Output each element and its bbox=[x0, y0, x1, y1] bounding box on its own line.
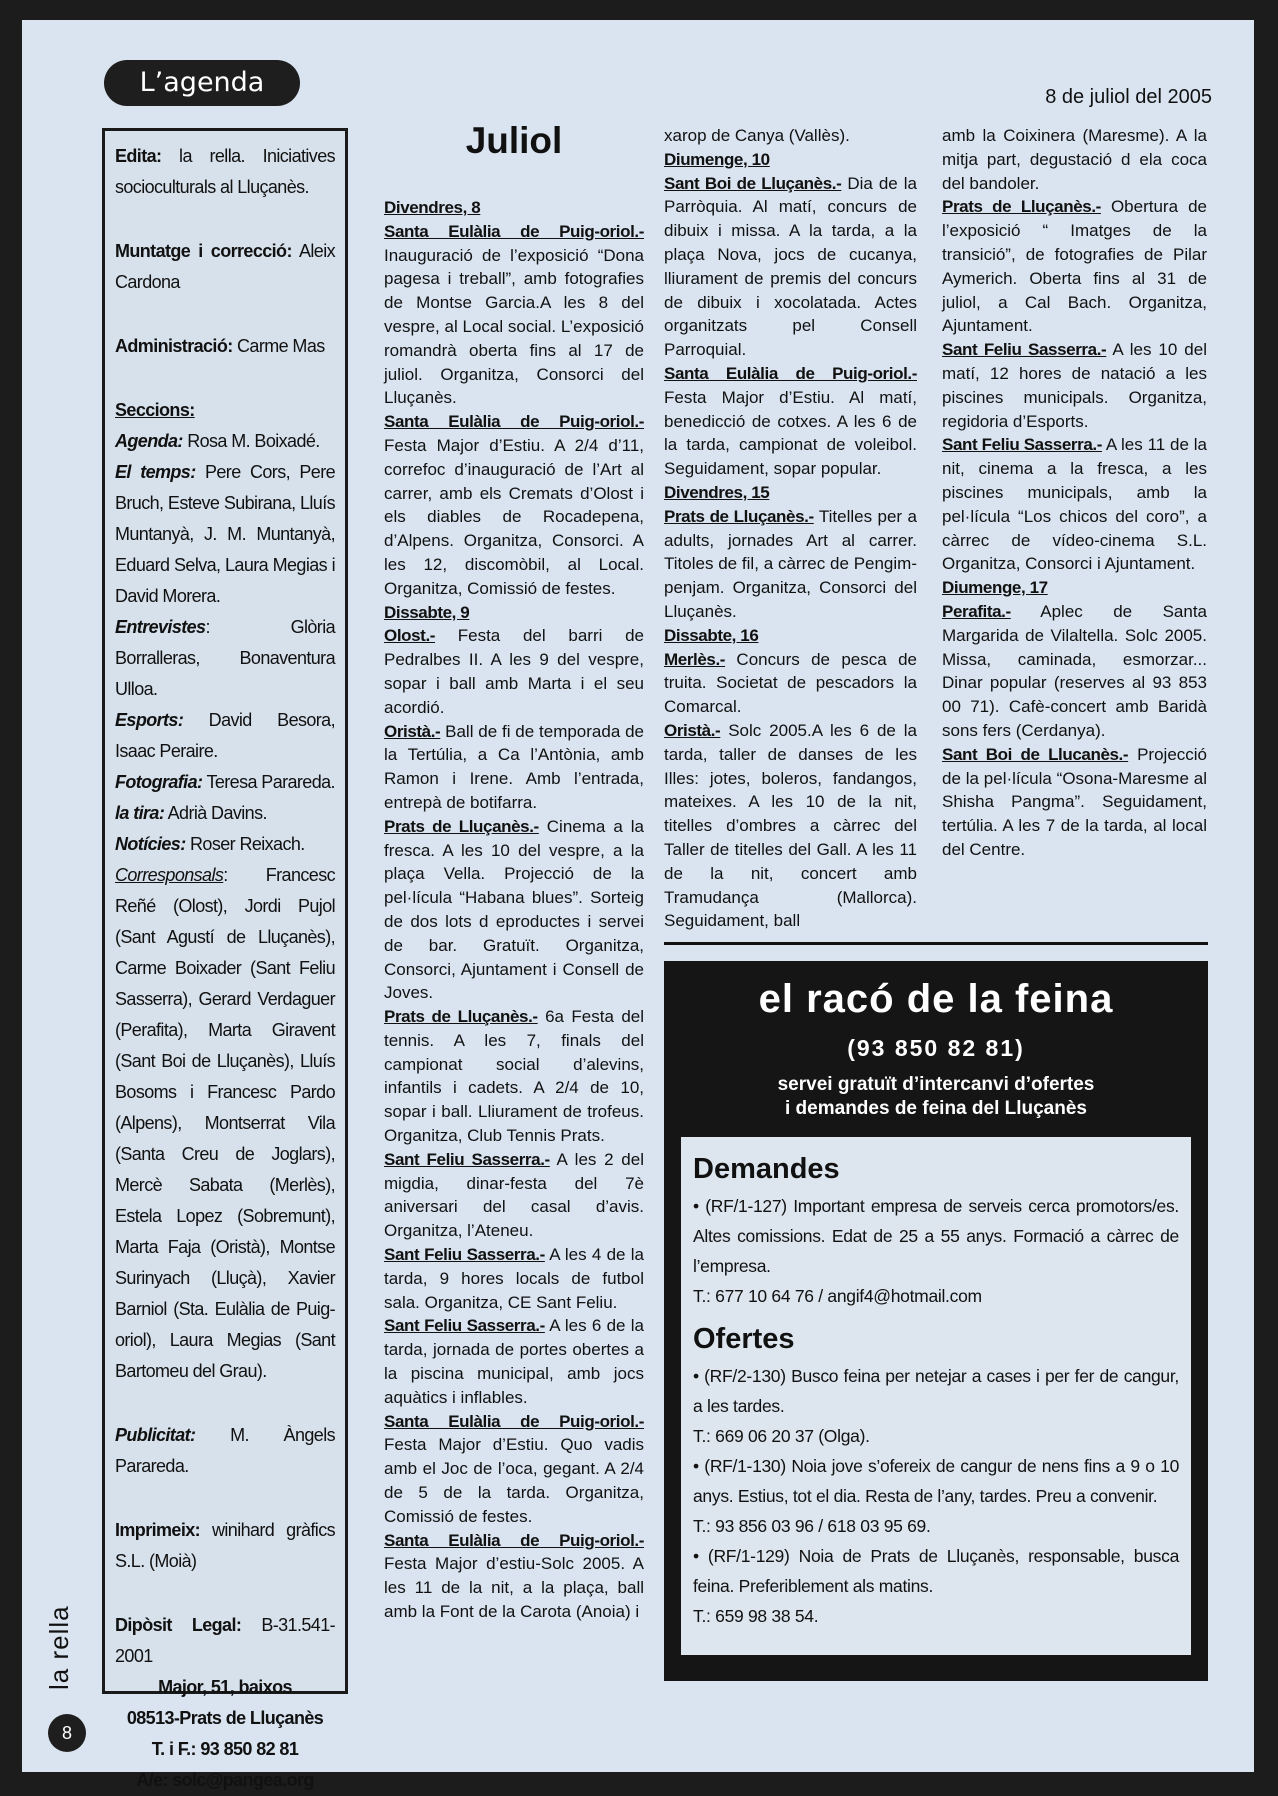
agenda-entry-text: xarop de Canya (Vallès). bbox=[664, 126, 850, 145]
demandes-list bbox=[693, 1191, 1179, 1311]
agenda-entry-text: Cinema a la fresca. A les 10 del vespre, a la plaça Vella. Projecció de la pel·lícula “Habana blues”. Sorteig de dos lots d eproductes i servei de bar. Gratuït. Organitza, Consorci, Ajuntament i Consell de Joves. bbox=[384, 816, 644, 1003]
agenda-entry-text: Festa del barri de Pedralbes II. A les 9 del vespre, sopar i ball amb Marta i el seu acordió. bbox=[384, 626, 644, 717]
agenda-month-title: Juliol bbox=[465, 120, 563, 161]
agenda-entry bbox=[384, 624, 644, 719]
agenda-entry-text: Titelles per a adults, jornades Art al carrer. Titoles de fil, a càrrec de Pengim-penjam. Organitza, Consorci del Lluçanès. bbox=[664, 506, 917, 621]
agenda-entry bbox=[384, 1410, 644, 1529]
agenda-place: Merlès.- bbox=[664, 649, 726, 669]
agenda-entry-text: A les 2 del migdia, dinar-festa del 7è aniversari del casal d’avis. Organitza, l’Ateneu. bbox=[384, 1149, 644, 1241]
agenda-entry-text: 6a Festa del tennis. A les 7, finals del campionat social d’alevins, infantils i cadets. A 2/4 de 10, sopar i ball. Lliurament de trofeus. Organitza, Club Tennis Prats. bbox=[384, 1007, 645, 1146]
agenda-entry bbox=[664, 648, 917, 719]
agenda-entry-text: Concurs de pesca de truita. Societat de pescadors la Comarcal. bbox=[664, 649, 917, 717]
agenda-entry-text: A les 4 de la tarda, 9 hores locals de futbol sala. Organitza, CE Sant Feliu. bbox=[384, 1245, 644, 1312]
credit-imprimeix: Imprimeix: winihard gràfics S.L. (Moià) bbox=[115, 1520, 335, 1571]
agenda-entry-text: Festa Major d’Estiu. Quo vadis amb el Joc de l’oca, gegant. A 2/4 de 5 de la tarda. Organitza, Comissió de festes. bbox=[384, 1435, 644, 1526]
agenda-column-3 bbox=[942, 124, 1207, 862]
demandes-heading: Demandes bbox=[693, 1153, 840, 1185]
credit-tira: la tira: Adrià Davins. bbox=[115, 803, 267, 823]
job-board-box bbox=[664, 961, 1208, 1681]
agenda-date-label: Dissabte, 16 bbox=[664, 625, 759, 645]
agenda-entry-text: Dia de la Parròquia. Al matí, concurs de dibuix i missa. A la tarda, a la plaça Nova, jocs de cucanya, lliurament de premis del concurs de dibuix i xocolatada. Actes organitzats pel Consell Parroquial. bbox=[664, 173, 917, 360]
agenda-entry-text: Solc 2005.A les 6 de la tarda, taller de danses de les Illes: jotes, boleros, fandangos, mateixes. A les 10 de la nit, titelles d’ombres a càrrec del Taller de titelles del Gall. A les 11 de la nit, concert amb Tramudança (Mallorca). Seguidament, ball bbox=[664, 720, 917, 931]
credit-corresponsals: Corresponsals: Francesc Reñé (Olost), Jordi Pujol (Sant Agustí de Lluçanès), Carme Boixader (Sant Feliu Sasserra), Gerard Verdaguer (Perafita), Marta Giravent (Sant Boi de Lluçanès), Lluís Bosoms i Francesc Pardo (Alpens), Montserrat Vila (Santa Creu de Joglars), Mercè Sabata (Merlès), Estela Lopez (Sobremunt), Marta Faja (Oristà), Montse Surinyach (Lluçà), Xavier Barniol (Sta. Eulàlia de Puig-oriol), Laura Megias (Sant Bartomeu del Grau). bbox=[115, 865, 335, 1381]
agenda-date-label: Divendres, 15 bbox=[664, 482, 770, 502]
agenda-date-label: Diumenge, 17 bbox=[942, 578, 1048, 598]
agenda-entry-text: Projecció de la pel·lícula “Osona-Maresme al Shisha Pangma”. Seguidament, tertúlia. A les 7 de la tarda, al local del Centre. bbox=[942, 744, 1208, 859]
agenda-date-label: Divendres, 8 bbox=[384, 198, 481, 217]
agenda-place: Santa Eulàlia de Puig-oriol.- bbox=[384, 1411, 644, 1431]
agenda-entry bbox=[942, 433, 1207, 576]
agenda-place: Sant Feliu Sasserra.- bbox=[384, 1149, 550, 1169]
job-ad-contact: T.: 669 06 20 37 (Olga). bbox=[693, 1426, 870, 1446]
job-listings bbox=[681, 1137, 1191, 1655]
agenda-entry bbox=[942, 124, 1207, 195]
agenda-entry-text: Festa Major d’Estiu. A 2/4 d’11, correfoc d’inauguració de l’Art al carrer, amb els Cremats d’Olost i els diables de Rocadepena, d’Alpens. Organitza, Consorci. A les 12, discomòbil, al Local. Organitza, Comissió de festes. bbox=[384, 435, 644, 598]
credits-box bbox=[102, 128, 348, 1790]
agenda-entry bbox=[942, 743, 1207, 862]
agenda-place: Santa Eulàlia de Puig-oriol.- bbox=[384, 1530, 644, 1550]
address-line-2: 08513-Prats de Lluçanès bbox=[126, 1708, 324, 1728]
agenda-entry-text: A les 11 de la nit, cinema a la fresca, a les piscines municipals, amb la pel·lícula “Los chicos del coro”, a càrrec de vídeo-cinema S.L. Organitza, Consorci i Ajuntament. bbox=[942, 435, 1207, 574]
issue-date: 8 de juliol del 2005 bbox=[1045, 86, 1212, 108]
seccions-heading: Seccions: bbox=[115, 400, 195, 420]
credit-agenda: Agenda: Rosa M. Boixadé. bbox=[115, 431, 320, 451]
job-board-phone: (93 850 82 81) bbox=[847, 1035, 1025, 1061]
job-ad-text: • (RF/2-130) Busco feina per netejar a cases i per fer de cangur, a les tardes. bbox=[693, 1366, 1179, 1416]
agenda-date bbox=[384, 196, 644, 220]
agenda-entry-text: A les 6 de la tarda, jornada de portes obertes a la piscina municipal, amb jocs aquàtics i inflables. bbox=[384, 1316, 644, 1407]
job-ad-contact: T.: 677 10 64 76 / angif4@hotmail.com bbox=[693, 1286, 982, 1306]
contact-email: A/e: solc@pangea.org bbox=[136, 1770, 314, 1790]
agenda-entry bbox=[384, 410, 644, 600]
job-ad-contact: T.: 93 856 03 96 / 618 03 95 69. bbox=[693, 1516, 931, 1536]
agenda-date bbox=[664, 624, 917, 648]
agenda-entry bbox=[384, 1005, 644, 1148]
agenda-entry-text: A les 10 del matí, 12 hores de natació a les piscines municipals. Organitza, regidoria d’Esports. bbox=[942, 340, 1207, 431]
agenda-date bbox=[664, 148, 917, 172]
agenda-entry bbox=[942, 338, 1207, 433]
agenda-place: Santa Eulàlia de Puig-oriol.- bbox=[384, 412, 644, 432]
column-divider-rule bbox=[664, 942, 1208, 945]
agenda-entry bbox=[384, 815, 644, 1005]
contact-phone: T. i F.: 93 850 82 81 bbox=[151, 1739, 299, 1759]
credit-edita: Edita: la rella. Iniciatives socioculturals al Lluçanès. bbox=[115, 146, 335, 197]
agenda-entry bbox=[664, 172, 917, 362]
agenda-entry bbox=[664, 362, 917, 481]
credit-temps: El temps: Pere Cors, Pere Bruch, Esteve Subirana, Lluís Muntanyà, J. M. Muntanyà, Eduard Selva, Laura Megias i David Morera. bbox=[115, 462, 336, 606]
job-ad-text: • (RF/1-130) Noia jove s’ofereix de cangur de nens fins a 9 o 10 anys. Estius, tot el dia. Resta de l’any, tardes. Preu a convenir. bbox=[693, 1456, 1179, 1506]
agenda-date bbox=[942, 576, 1207, 600]
page-number-badge: 8 bbox=[48, 1714, 86, 1752]
newspaper-page bbox=[22, 20, 1254, 1790]
credit-muntatge: Muntatge i correcció: Aleix Cardona bbox=[115, 241, 335, 292]
agenda-date-label: Dissabte, 9 bbox=[384, 602, 470, 622]
agenda-place: Prats de Lluçanès.- bbox=[942, 197, 1101, 217]
credit-diposit: Dipòsit Legal: B-31.541-2001 bbox=[115, 1615, 335, 1666]
publication-vertical-label: la rella bbox=[44, 1605, 74, 1690]
agenda-entry-text: Ball de fi de temporada de la Tertúlia, a Ca l’Antònia, amb Ramon i Irene. Amb l’entrada, entrepà de botifarra. bbox=[384, 721, 644, 812]
agenda-place: Sant Feliu Sasserra.- bbox=[942, 435, 1102, 455]
agenda-entry bbox=[664, 505, 917, 624]
agenda-place: Sant Boi de Lluçanès.- bbox=[664, 173, 842, 193]
agenda-column-1 bbox=[384, 196, 644, 1624]
agenda-place: Santa Eulàlia de Puig-oriol.- bbox=[664, 363, 917, 383]
job-board-title: el racó de la feina bbox=[758, 977, 1114, 1021]
job-ad-text: • (RF/1-129) Noia de Prats de Lluçanès, responsable, busca feina. Preferiblement als matins. bbox=[693, 1546, 1179, 1596]
agenda-entry bbox=[384, 1148, 644, 1243]
agenda-date bbox=[384, 601, 644, 625]
agenda-entry bbox=[664, 124, 917, 148]
agenda-entry bbox=[384, 1529, 644, 1624]
agenda-entry-text: amb la Coixinera (Maresme). A la mitja part, degustació d ela coca del bandoler. bbox=[942, 126, 1207, 193]
agenda-date bbox=[664, 481, 917, 505]
credit-noticies: Notícies: Roser Reixach. bbox=[115, 834, 305, 854]
agenda-entry-text: Festa Major d’Estiu. Al matí, benedicció de cotxes. A les 6 de la tarda, campionat de voleibol. Seguidament, sopar popular. bbox=[664, 387, 917, 479]
agenda-entry bbox=[664, 719, 917, 933]
job-ad-contact: T.: 659 98 38 54. bbox=[693, 1606, 819, 1626]
agenda-entry-text: Inauguració de l’exposició “Dona pagesa i treball”, amb fotografies de Montse Garcia.A les 8 del vespre, al Local social. L’exposició romandrà oberta fins al 17 de juliol. Organitza, Consorci del Lluçanès. bbox=[384, 245, 644, 408]
agenda-place: Prats de Lluçanès.- bbox=[384, 1007, 538, 1027]
agenda-entry-text: Festa Major d’estiu-Solc 2005. A les 11 de la nit, a la plaça, ball amb la Font de la Carota (Anoia) i bbox=[384, 1554, 644, 1622]
ofertes-list bbox=[693, 1361, 1179, 1631]
agenda-entry bbox=[384, 1314, 644, 1409]
agenda-place: Santa Eulàlia de Puig-oriol.- bbox=[384, 221, 644, 241]
agenda-entry-text: Aplec de Santa Margarida de Vilaltella. Solc 2005. Missa, caminada, esmorzar... Dinar popular (reserves al 93 853 00 71). Cafè-concert amb Baridà sons fers (Cerdanya). bbox=[942, 601, 1207, 740]
agenda-entry bbox=[384, 220, 644, 410]
agenda-place: Sant Boi de Llucanès.- bbox=[942, 744, 1129, 764]
section-tab: L’agenda bbox=[104, 60, 300, 106]
agenda-place: Perafita.- bbox=[942, 601, 1011, 621]
agenda-place: Prats de Lluçanès.- bbox=[384, 816, 539, 836]
credit-entrevistes: Entrevistes: Glòria Borralleras, Bonaventura Ulloa. bbox=[115, 617, 335, 699]
address-line-1: Major, 51, baixos bbox=[158, 1677, 292, 1697]
agenda-entry bbox=[384, 1243, 644, 1314]
agenda-entry bbox=[942, 195, 1207, 338]
agenda-column-2 bbox=[664, 124, 917, 933]
agenda-entry bbox=[384, 720, 644, 815]
credit-administracio: Administració: Carme Mas bbox=[115, 336, 325, 356]
agenda-place: Olost.- bbox=[384, 626, 436, 646]
agenda-entry-text: Obertura de l’exposició “ Imatges de la transició”, de fotografies de Pilar Aymerich. Oberta fins al 31 de juliol, a Cal Bach. Organitza, Ajuntament. bbox=[942, 197, 1207, 336]
agenda-place: Sant Feliu Sasserra.- bbox=[942, 340, 1107, 360]
job-board-description: servei gratuït d’intercanvi d’ofertes i demandes de feina del Lluçanès bbox=[777, 1074, 1095, 1119]
agenda-date-label: Diumenge, 10 bbox=[664, 149, 770, 169]
agenda-entry bbox=[942, 600, 1207, 743]
credit-esports: Esports: David Besora, Isaac Peraire. bbox=[115, 710, 335, 761]
agenda-place: Prats de Lluçanès.- bbox=[664, 506, 814, 526]
ofertes-heading: Ofertes bbox=[693, 1323, 795, 1355]
credit-fotografia: Fotografia: Teresa Parareda. bbox=[115, 772, 335, 792]
job-ad-text: • (RF/1-127) Important empresa de serveis cerca promotors/es. Altes comissions. Edat de 25 a 55 anys. Formació a càrrec de l’empresa. bbox=[693, 1196, 1179, 1276]
agenda-place: Sant Feliu Sasserra.- bbox=[384, 1316, 545, 1336]
credit-publicitat: Publicitat: M. Àngels Parareda. bbox=[115, 1425, 335, 1476]
agenda-place: Oristà.- bbox=[664, 720, 721, 740]
agenda-place: Sant Feliu Sasserra.- bbox=[384, 1245, 545, 1265]
agenda-place: Oristà.- bbox=[384, 721, 441, 741]
